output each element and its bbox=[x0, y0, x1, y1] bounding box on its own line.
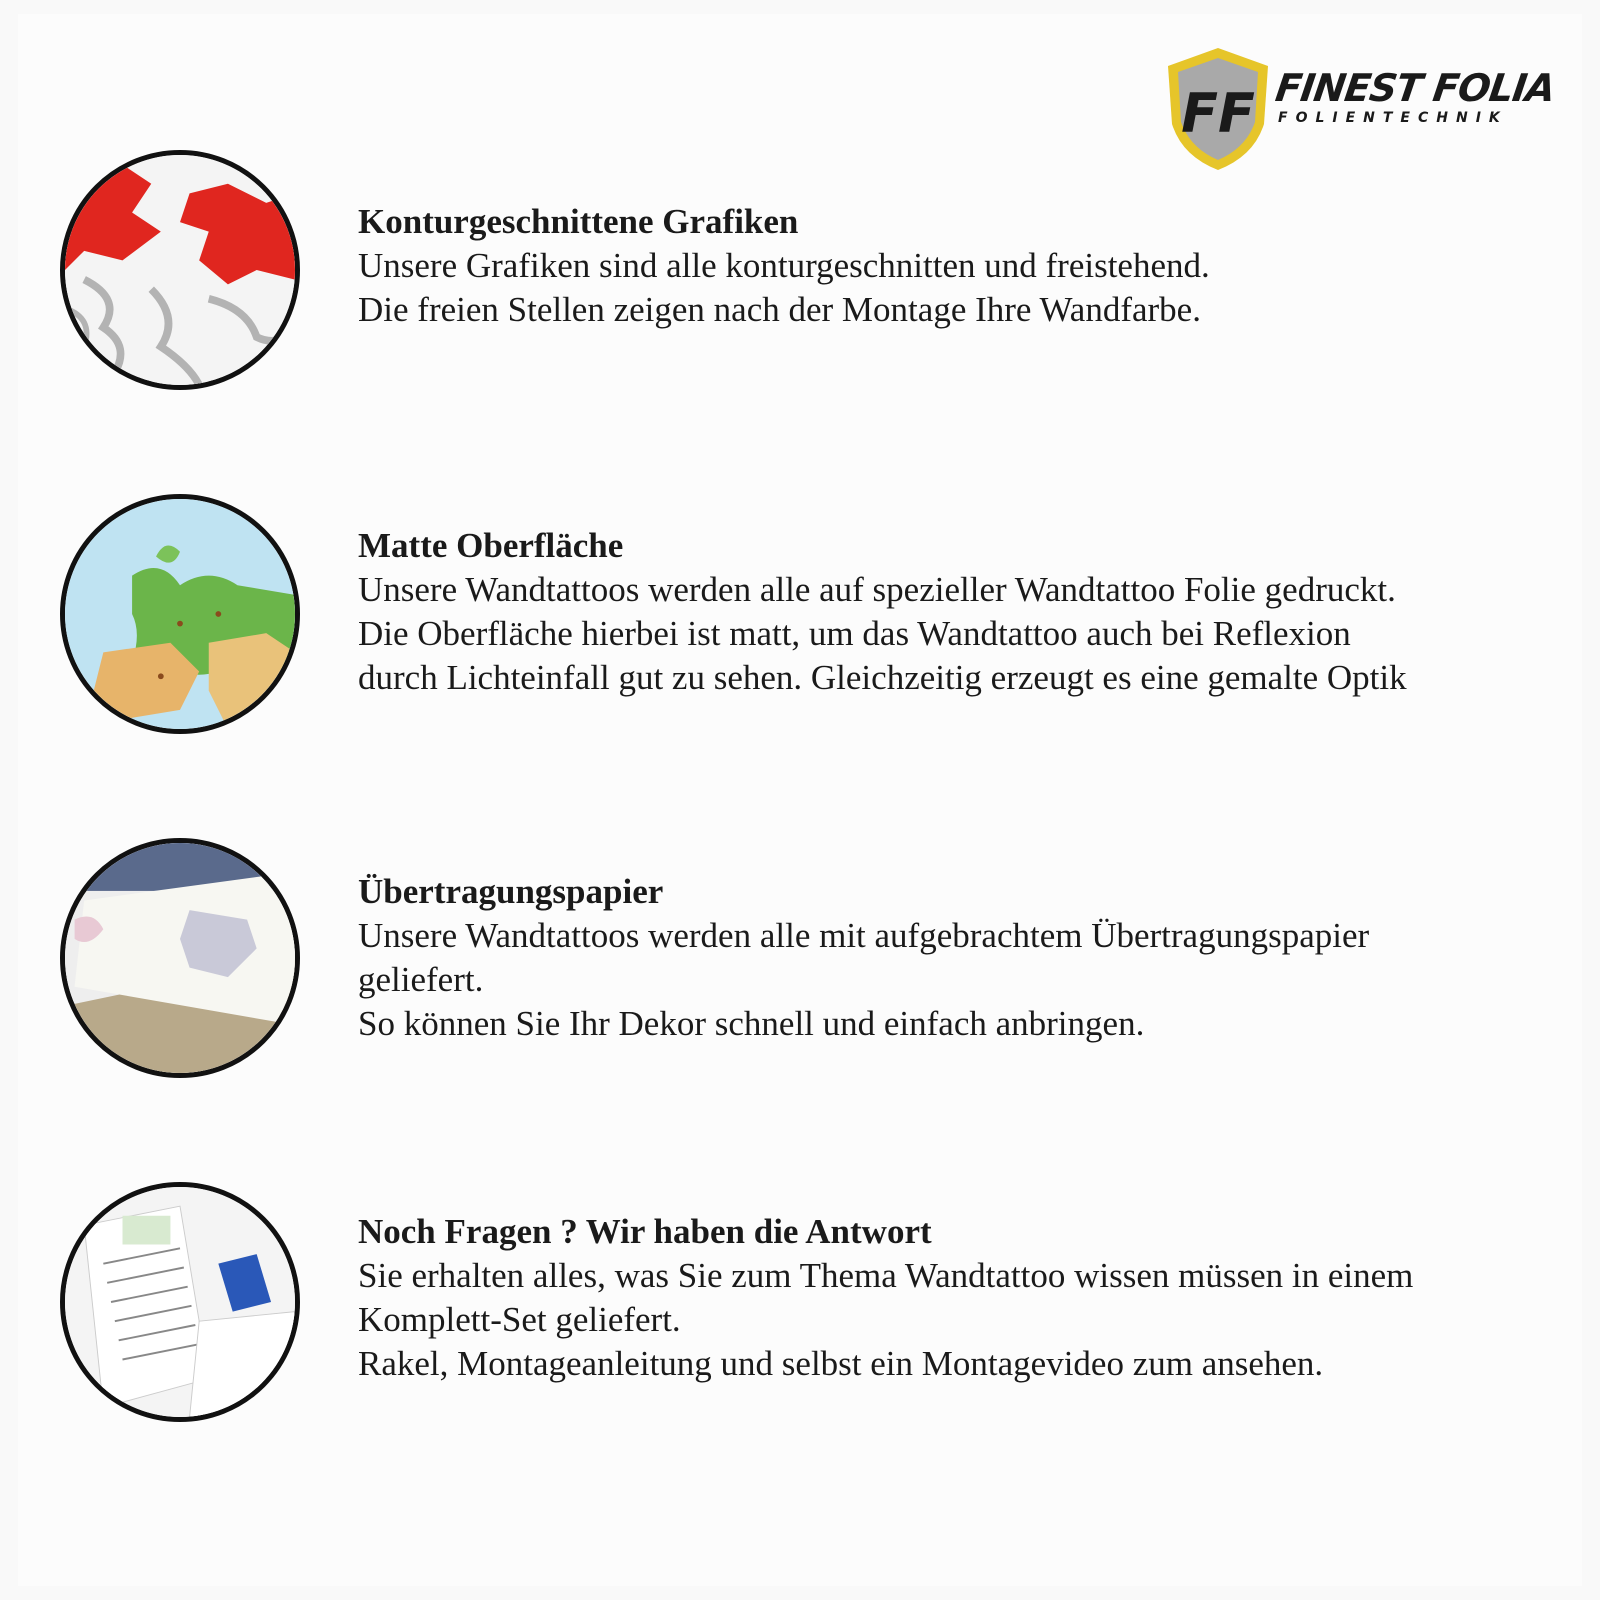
feature-line: Unsere Wandtattoos werden alle mit aufgebrachtem Übertragungspapier bbox=[358, 916, 1370, 955]
red-contour-map-image bbox=[60, 150, 300, 390]
feature-line: Die Oberfläche hierbei ist matt, um das Wandtattoo auch bei Reflexion bbox=[358, 614, 1351, 653]
feature-text bbox=[358, 200, 1558, 332]
europe-map-image bbox=[60, 494, 300, 734]
feature-text bbox=[358, 870, 1558, 1046]
feature-contour-cut bbox=[0, 150, 1600, 410]
feature-line: Die freien Stellen zeigen nach der Montage Ihre Wandfarbe. bbox=[358, 290, 1201, 329]
brand-subtitle: FOLIENTECHNIK bbox=[1278, 110, 1508, 126]
feature-line: Rakel, Montageanleitung und selbst ein Montagevideo zum ansehen. bbox=[358, 1344, 1324, 1383]
feature-line: Komplett-Set geliefert. bbox=[358, 1300, 681, 1339]
feature-line: So können Sie Ihr Dekor schnell und einfach anbringen. bbox=[358, 1004, 1145, 1043]
feature-complete-set bbox=[0, 1182, 1600, 1442]
feature-heading: Übertragungspapier bbox=[358, 872, 664, 911]
feature-line: Unsere Grafiken sind alle konturgeschnitten und freistehend. bbox=[358, 246, 1210, 285]
installation-kit-image bbox=[60, 1182, 300, 1422]
feature-line: durch Lichteinfall gut zu sehen. Gleichzeitig erzeugt es eine gemalte Optik bbox=[358, 658, 1407, 697]
feature-transfer-paper bbox=[0, 838, 1600, 1098]
transfer-paper-image bbox=[60, 838, 300, 1078]
feature-heading: Noch Fragen ? Wir haben die Antwort bbox=[358, 1212, 932, 1251]
feature-line: geliefert. bbox=[358, 960, 484, 999]
feature-heading: Matte Oberfläche bbox=[358, 526, 624, 565]
brand-name: FINEST FOLIA bbox=[1272, 66, 1558, 110]
logo-monogram: FF bbox=[1181, 82, 1255, 145]
feature-text bbox=[358, 524, 1558, 700]
feature-text bbox=[358, 1210, 1558, 1386]
feature-line: Unsere Wandtattoos werden alle auf spezieller Wandtattoo Folie gedruckt. bbox=[358, 570, 1396, 609]
feature-matte-surface bbox=[0, 494, 1600, 754]
feature-heading: Konturgeschnittene Grafiken bbox=[358, 202, 799, 241]
feature-line: Sie erhalten alles, was Sie zum Thema Wandtattoo wissen müssen in einem bbox=[358, 1256, 1414, 1295]
